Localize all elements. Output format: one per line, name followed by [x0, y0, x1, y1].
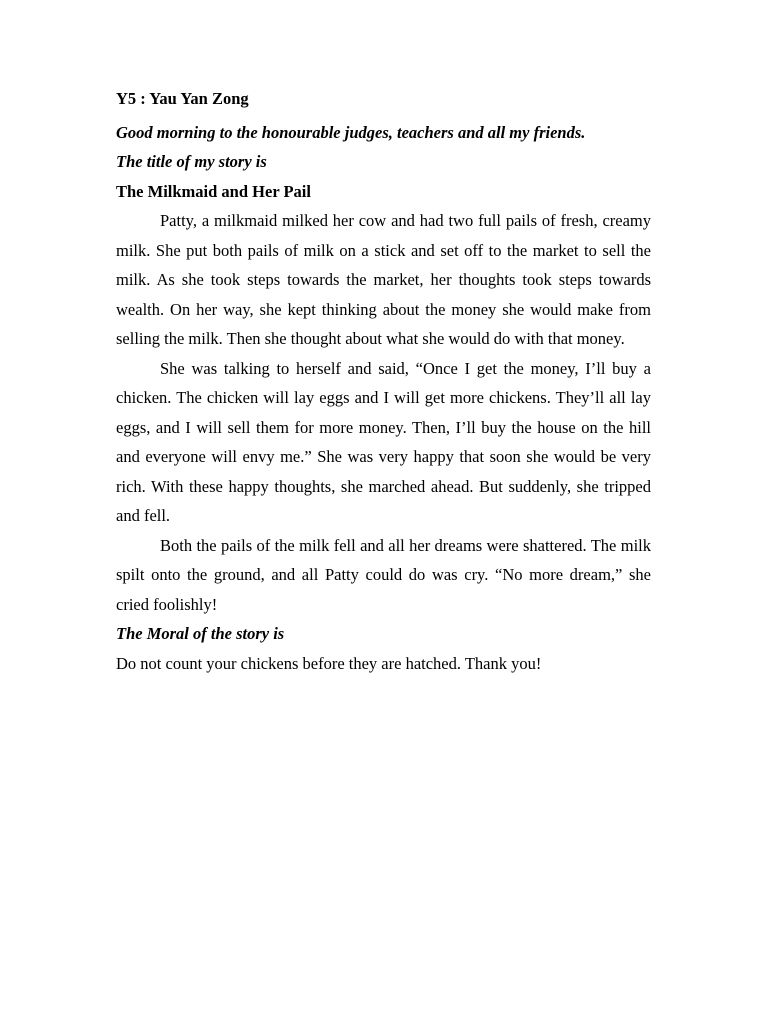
title-intro: The title of my story is: [116, 152, 267, 171]
greeting-line: Good morning to the honourable judges, teachers and all my friends.: [116, 122, 586, 142]
story-paragraph-1: Patty, a milkmaid milked her cow and had two full pails of fresh, creamy milk. She put both pails of milk on a stick and set off to the market to sell the milk. As she took steps towards the market, her thoughts took steps towards wealth. On her way, she kept thinking about the money she would make from selling the milk. Then she thought about what she would do with that money.: [116, 211, 651, 348]
moral-text: Do not count your chickens before they are hatched. Thank you!: [116, 653, 542, 673]
story-paragraph-3: Both the pails of the milk fell and all her dreams were shattered. The milk spilt onto the ground, and all Patty could do was cry. “No more dream,” she cried foolishly!: [116, 535, 651, 614]
document-page: [116, 84, 651, 678]
document-header: Y5 : Yau Yan Zong: [116, 89, 249, 108]
moral-intro: The Moral of the story is: [116, 624, 285, 643]
story-paragraph-2: She was talking to herself and said, “Once I get the money, I’ll buy a chicken. The chicken will lay eggs and I will get more chickens. They’ll all lay eggs, and I will sell them for more money. Then, I’ll buy the house on the hill and everyone will envy me.” She was very happy that soon she would be very rich. With these happy thoughts, she marched ahead. But suddenly, she tripped and fell.: [116, 358, 651, 525]
story-title: The Milkmaid and Her Pail: [116, 181, 311, 201]
